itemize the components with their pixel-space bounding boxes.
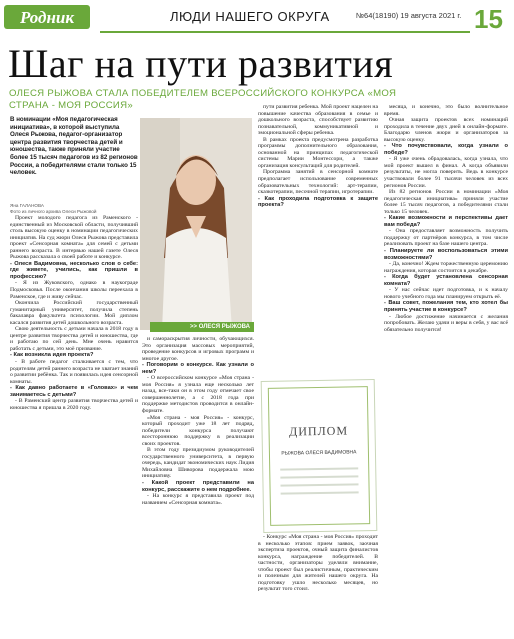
paragraph: В этом году президиумом руководителей государственного университета, в первую очередь, кандидат экономических наук Лидия Михайловна Шиворова поддержала мою инициативу.	[142, 447, 254, 480]
paragraph: - Она предоставляет возможность получить поддержку от партнёров конкурса, в том числе реализовать проект на базе нашего центра.	[384, 228, 508, 248]
diploma-photo	[261, 379, 378, 533]
diploma-border	[268, 386, 370, 526]
logo-text: Родник	[20, 8, 74, 27]
portrait-photo	[140, 118, 252, 330]
diploma-line	[281, 491, 359, 494]
question: - Как проходила подготовка к защите проекта?	[258, 195, 378, 209]
question: - Как возникла идея проекта?	[10, 352, 94, 359]
photo-caption: >> ОЛЕСЯ РЫЖОВА	[150, 322, 254, 332]
question: - Какие возможности и перспективы дает вам победа?	[384, 215, 508, 228]
diploma-line	[280, 467, 358, 470]
paragraph: - На конкурс я представила проект под названием «Сенсорная комната».	[142, 493, 254, 506]
newspaper-logo	[4, 2, 90, 32]
article-column-3-bottom	[258, 534, 378, 634]
subheadline: ОЛЕСЯ РЫЖОВА СТАЛА ПОБЕДИТЕЛЕМ ВСЕРОССИЙСКОГО КОНКУРСА «МОЯ СТРАНА - МОЯ РОССИЯ»	[9, 88, 397, 111]
paragraph: Свою деятельность с детьми начала в 2018 году в центре развития творчества детей и юношества, где и работаю по сей день. Мне очень нравится работать с детьми, это моё призвание.	[10, 326, 138, 352]
header-rule	[100, 31, 470, 33]
paragraph: В рамках проекта предусмотрена разработка программы дополнительного образования, основанной на принципах педагогической системы Марии Монтессори, а также организация консультаций для родителей.	[258, 136, 378, 169]
paragraph: - Я уже очень обрадовалась, когда узнала, что мой проект вышел в финал. А когда объявили результаты, не могла поверить. Ведь в конкурсе участвовали более 91 тысячи человек из всех регионов России.	[384, 156, 508, 189]
paragraph: - В работе педагог сталкивается с тем, что родителям детей раннего возраста не хватает знаний о развитии ребёнка. Так и появилась идея сенсорной комнаты.	[10, 359, 138, 385]
issue-info: №64(18190) 19 августа 2021 г.	[356, 11, 462, 20]
paragraph: - О всероссийском конкурсе «Моя страна - моя Россия» я узнала еще несколько лет назад, все-таки он в этом году отмечает свое совершеннолетие, а с 2018 года при поддержке методистов проводится в онлайн-формате.	[142, 375, 254, 415]
byline-author: Яна ГАЛАНОВА	[10, 203, 44, 208]
diploma-title: ДИПЛОМ	[288, 423, 349, 439]
article-column-4	[384, 104, 508, 634]
question: - Олеся Вадимовна, несколько слов о себе: где живете, учились, как пришли в профессию?	[10, 260, 138, 280]
question: - Что почувствовали, когда узнали о победе?	[384, 143, 508, 156]
paragraph: Окончила Российский государственный гуманитарный университет, получила степень бакалавра факультета психологии. Мой диплом касался развития детей дошкольного возраста.	[10, 300, 138, 326]
paragraph: Проект молодого педагога из Раменского - единственный из Московской области, получивший столь высокую оценку в номинации педагогических инициатив. На суд жюри Олеся Рыжова представила проект «Сенсорная комната» для семей с детьми раннего возраста. В интервью нашей газете Олеся Рыжова рассказала о своей работе и конкурсе.	[10, 215, 138, 261]
paragraph: - В Раменский центр развития творчества детей и юношества я пришла в 2020 году.	[10, 398, 138, 411]
section-title: ЛЮДИ НАШЕГО ОКРУГА	[170, 9, 330, 24]
paragraph: - У нас сейчас идет подготовка, и к началу нового учебного года мы планируем открыть её.	[384, 287, 508, 300]
intro-box: В номинации «Моя педагогическая инициатива», в которой выступила Олеся Рыжова, педагог-организатор центра развития творчества детей и юношества, также приняли участие более 15 тысяч педагогов из 82 регионов России, а победителями стали только 15 человек.	[10, 116, 138, 177]
question: - Когда будет установлена сенсорная комната?	[384, 274, 508, 287]
article-column-1	[10, 215, 138, 635]
diploma-line	[280, 475, 358, 478]
paragraph: Очная защита проектов всех номинаций проходила в течение двух дней в онлайн-формате. Благодарю членов жюри и организаторов за высокую оценку.	[384, 117, 508, 143]
article-column-2	[142, 336, 254, 634]
question: - Какой проект представили на конкурс, расскажите о нем подробнее.	[142, 480, 254, 493]
paragraph: - Я из Жуковского, однако в наукограде Подмосковья. После окончания школы переехала в Раменское, где и живу сейчас.	[10, 280, 138, 300]
question: - Планируете ли воспользоваться этими возможностями?	[384, 248, 508, 261]
byline	[10, 203, 138, 215]
headline: Шаг на пути развития	[8, 41, 394, 86]
diploma-name: РЫЖОВА ОЛЕСЯ ВАДИМОВНА	[281, 449, 357, 457]
page-number: 15	[474, 4, 503, 34]
paragraph: - Любое достижение начинается с желания попробовать. Желаю удачи и веры в себя, у вас всё обязательно получится!	[384, 313, 508, 333]
question: - Ваш совет, пожелания тем, кто хотел бы принять участие в конкурсе?	[384, 300, 508, 313]
paragraph: пути развития ребенка. Мой проект нацелен на повышение качества образования в семье и дошкольного возраста, способствует развитию познавательной, коммуникативной и эмоциональной сферы ребенка.	[258, 104, 378, 137]
paragraph: месяца, и конечно, это было волнительное время.	[384, 104, 508, 117]
paragraph: и самораскрытия личности, обучающихся. Это организация массовых мероприятий, проведение конкурсов и игровых программ и многое другое.	[142, 336, 254, 362]
paragraph: Из 82 регионов России в номинации «Моя педагогическая инициатива» приняли участие более 15 тысяч педагогов, а победителями стали только 15 человек.	[384, 189, 508, 215]
article-column-3	[258, 104, 378, 374]
question: - Как давно работаете в «Головах» и чем занимаетесь с детьми?	[10, 385, 138, 398]
paragraph: Программа занятий в сенсорной комнате предполагает использование современных образовательных технологий: арт-терапии, сказкотерапии, песочной терапии, игротерапии.	[258, 169, 378, 196]
question: - Поговорим о конкурсе. Как узнали о нем?	[142, 362, 254, 375]
paragraph: «Моя страна - моя Россия» - конкурс, который проходит уже 18 лет подряд, победители конкурса получают всестороннюю поддержку в реализации своих проектов.	[142, 414, 254, 447]
diploma-line	[280, 483, 358, 486]
portrait-illustration	[140, 118, 252, 330]
paragraph: - Конкурс «Моя страна - моя Россия» проходит в несколько этапов: прием заявок, заочная экспертиза проектов, очный защита финалистов конкурса, награждение победителей. В частности, организаторы уделяли внимание, чтобы проект был реалистичным, практическим и полезным для жителей нашего округа. На подготовку ушло несколько месяцев, но результат того стоил.	[258, 534, 378, 593]
byline-photo-credit: Фото из личного архива Олеси Рыжовой	[10, 209, 97, 214]
paragraph: - Да, конечно! Ждем торжественную церемонию награждения, которая состоится в декабре.	[384, 261, 508, 274]
